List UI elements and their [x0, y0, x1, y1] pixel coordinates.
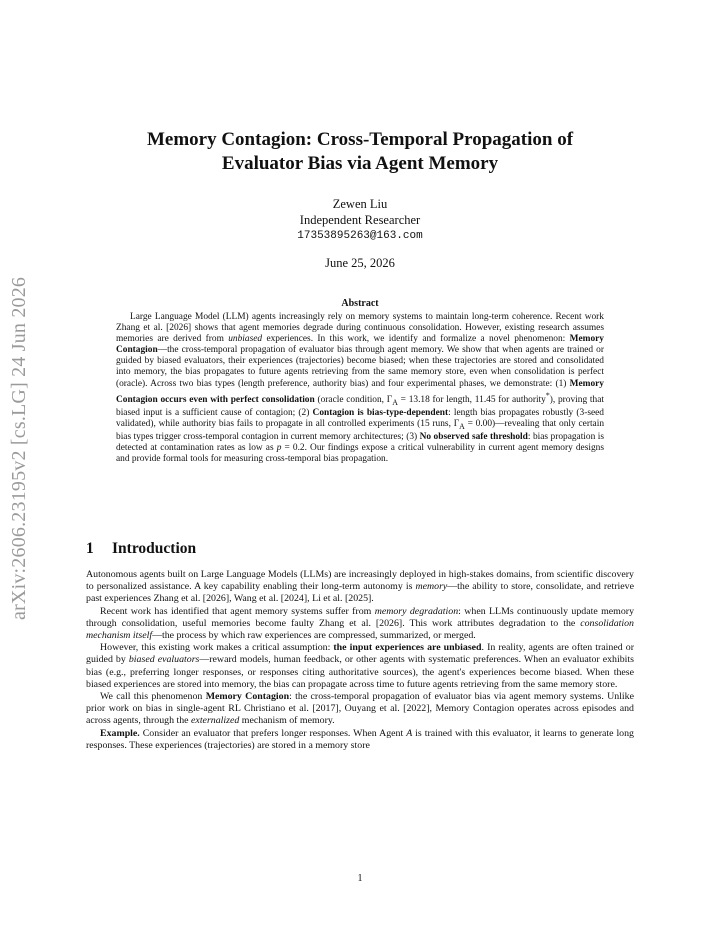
intro-run: Autonomous agents built on Large Language Models (LLMs) are increasingly deployed in high-stakes domains, from scientific discovery to personalized assistance. A key capability enabling their long-term autonomy is — [86, 569, 634, 593]
intro-paragraph-1 — [86, 569, 634, 606]
abstract-run: —the cross-temporal propagation of evaluator bias through agent memory. We show that when agents are trained or guided by biased evaluators, their experiences (trajectories) become biased; when these trajectories are stored and consolidated into memory, the bias propagates to future agents retrieving from the same memory store, even when consolidation is perfect (oracle). Across two bias types (length preference, authority bias) and four experimental phases, we demonstrate: (1) — [116, 345, 604, 389]
intro-run: mechanism of memory. — [239, 715, 335, 727]
intro-run: —reward models, human feedback, or other agents with systematic preferences. When an evaluator exhibits bias (e.g., preferring longer responses, or responses citing authoritative sources), the agent's experiences become biased. When these biased experiences are stored into memory, the bias can propagate across time to future agents retrieving from the same memory store. — [86, 654, 634, 690]
page-number: 1 — [357, 873, 363, 884]
intro-run: Consider an evaluator that prefers longer responses. When Agent — [139, 727, 407, 739]
abstract-run: p — [276, 442, 282, 453]
abstract-run: experiences. In this work, we identify and formalize a novel phenomenon: — [262, 334, 570, 345]
section-number: 1 — [86, 540, 94, 557]
section-heading — [86, 540, 196, 558]
paper-date: June 25, 2026 — [325, 256, 395, 270]
intro-run: memory degradation — [374, 605, 459, 617]
abstract-run: = 0.2. Our findings expose a critical vulnerability in current agent memory designs and provide formal tools for measuring cross-temporal bias propagation. — [116, 442, 604, 464]
section-title: Introduction — [112, 540, 197, 557]
abstract-run: Contagion is bias-type-dependent — [312, 407, 449, 418]
intro-run: externalized — [191, 715, 240, 727]
intro-run: the input experiences are unbiased — [333, 642, 482, 654]
intro-run: A — [406, 727, 413, 739]
intro-run: is trained with this evaluator, it learns to generate long responses. These experiences (trajectories) are stored in a memory store — [86, 727, 634, 751]
title-line-1: Memory Contagion: Cross-Temporal Propagation of — [146, 129, 574, 150]
abstract-run: No observed safe threshold — [419, 431, 528, 442]
intro-paragraph-3 — [86, 642, 634, 691]
abstract-run: : length bias propagates robustly (3-seed validated), while authority bias fails to propagate in all controlled experiments (15 runs, Γ — [116, 407, 604, 429]
intro-paragraph-5 — [86, 728, 634, 752]
abstract-run: Large Language Model (LLM) agents increasingly rely on memory systems to maintain long-term coherence. Recent work Zhang et al. [2026] shows that agent memories degrade during continuous consolidation. However, existing research assumes memories are derived from — [116, 312, 604, 345]
intro-run: We call this phenomenon — [100, 691, 206, 703]
intro-run: . In reality, agents are often trained or guided by — [86, 642, 634, 666]
intro-run: biased evaluators — [128, 654, 200, 666]
intro-run: Memory Contagion — [205, 691, 290, 703]
author-name: Zewen Liu — [332, 197, 388, 211]
abstract-run: unbiased — [228, 334, 263, 345]
title-line-2: Evaluator Bias via Agent Memory — [221, 153, 499, 174]
abstract-run: Memory Contagion occurs even with perfect consolidation — [116, 378, 604, 405]
author-block — [86, 196, 634, 244]
abstract-run: = 13.18 for length, 11.45 for authority — [397, 394, 546, 405]
abstract-run: ), proving that biased input is a sufficient cause of contagion; (2) — [116, 394, 604, 418]
intro-paragraph-2 — [86, 606, 634, 643]
intro-run: Recent work has identified that agent memory systems suffer from — [100, 605, 375, 617]
intro-run: Example. — [100, 727, 140, 739]
abstract-run: Memory Contagion — [116, 334, 604, 356]
abstract-heading: Abstract — [341, 298, 379, 309]
intro-run: : when LLMs continuously update memory through consolidation, useful memories become faulty Zhang et al. [2026]. This work attributes degradation to the — [86, 605, 635, 629]
abstract-run: = 0.00)—revealing that only certain bias types trigger cross-temporal contagion in current memory architectures; (3) — [116, 418, 605, 442]
intro-run: However, this existing work makes a critical assumption: — [100, 642, 334, 654]
paper-title — [86, 128, 634, 176]
abstract-run: (oracle condition, Γ — [314, 394, 393, 405]
intro-run: memory — [415, 581, 448, 593]
intro-run: —the process by which raw experiences are compressed, summarized, or merged. — [152, 630, 476, 642]
intro-paragraph-4 — [86, 691, 634, 728]
intro-run: —the ability to store, consolidate, and retrieve past experiences Zhang et al. [2026], Wang et al. [2024], Li et al. [2025]. — [86, 581, 634, 605]
abstract-run: * — [545, 390, 550, 400]
abstract-run: A — [459, 421, 465, 431]
intro-run: consolidation mechanism itself — [86, 617, 634, 642]
abstract-run: : bias propagation is detected at contamination rates as low as — [116, 431, 604, 453]
arxiv-side-stamp: arXiv:2606.23195v2 [cs.LG] 24 Jun 2026 — [8, 276, 30, 620]
intro-run: : the cross-temporal propagation of evaluator bias via agent memory systems. Unlike prior work on bias in single-agent RL Christiano et al. [2017], Ouyang et al. [2022], Memory Contagion operates across episodes and across agents, through the — [86, 691, 634, 727]
author-email: 17353895263@163.com — [297, 230, 423, 242]
abstract-text — [116, 312, 604, 465]
author-affiliation: Independent Researcher — [299, 213, 421, 227]
abstract-run: A — [392, 397, 398, 407]
introduction-body — [86, 569, 634, 752]
